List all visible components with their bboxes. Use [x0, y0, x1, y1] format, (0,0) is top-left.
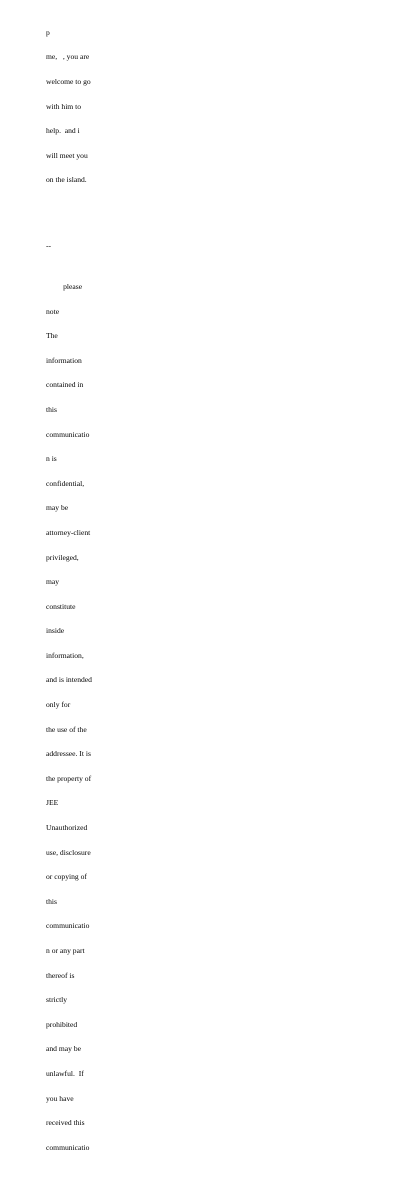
- disclaimer-line: please: [46, 281, 83, 291]
- confidentiality-disclaimer: [46, 267, 98, 1169]
- disclaimer-line: attorney-client: [46, 527, 91, 537]
- disclaimer-line: note: [46, 306, 60, 316]
- disclaimer-line: thereof is: [46, 970, 75, 980]
- disclaimer-line: this: [46, 404, 57, 414]
- message-line: on the island.: [46, 175, 87, 185]
- disclaimer-line: prohibited: [46, 1019, 78, 1029]
- disclaimer-line: this: [46, 896, 57, 906]
- blank-line: [46, 217, 98, 225]
- disclaimer-line: strictly: [46, 995, 68, 1005]
- disclaimer-line: JEE: [46, 798, 59, 808]
- disclaimer-line: communicatio: [46, 429, 90, 439]
- message-line: me, , you are: [46, 52, 90, 62]
- disclaimer-line: you have: [46, 1093, 74, 1103]
- disclaimer-line: and may be: [46, 1044, 82, 1054]
- disclaimer-line: n is: [46, 454, 57, 464]
- disclaimer-line: received this: [46, 1118, 85, 1128]
- disclaimer-line: may: [46, 577, 60, 587]
- disclaimer-line: the property of: [46, 773, 92, 783]
- message-line: will meet you: [46, 150, 88, 160]
- disclaimer-line: contained in: [46, 380, 84, 390]
- disclaimer-line: privileged,: [46, 552, 79, 562]
- message-line: p: [46, 27, 50, 37]
- message-line: welcome to go: [46, 77, 91, 86]
- disclaimer-line: communicatio: [46, 921, 90, 931]
- message-tail: [46, 12, 98, 201]
- disclaimer-line: confidential,: [46, 478, 85, 488]
- disclaimer-line: inside: [46, 626, 65, 636]
- disclaimer-line: information,: [46, 650, 84, 660]
- disclaimer-line: Unauthorized: [46, 823, 88, 833]
- disclaimer-line: or copying of: [46, 872, 87, 882]
- disclaimer-line: the use of the: [46, 724, 87, 734]
- message-line: help. and i: [46, 126, 80, 136]
- disclaimer-line: unlawful. If: [46, 1068, 84, 1078]
- email-body: [46, 0, 98, 1177]
- signature-separator: --: [46, 240, 52, 250]
- disclaimer-line: may be: [46, 503, 69, 513]
- disclaimer-line: and is intended: [46, 675, 92, 685]
- disclaimer-line: information: [46, 355, 82, 365]
- disclaimer-line: The: [46, 331, 58, 341]
- disclaimer-line: n or any part: [46, 946, 85, 955]
- disclaimer-line: communicatio: [46, 1142, 90, 1152]
- disclaimer-line: only for: [46, 700, 71, 710]
- disclaimer-line: addressee. It is: [46, 749, 91, 759]
- disclaimer-line: use, disclosure: [46, 847, 91, 857]
- message-line: with him to: [46, 101, 82, 111]
- disclaimer-line: constitute: [46, 601, 76, 611]
